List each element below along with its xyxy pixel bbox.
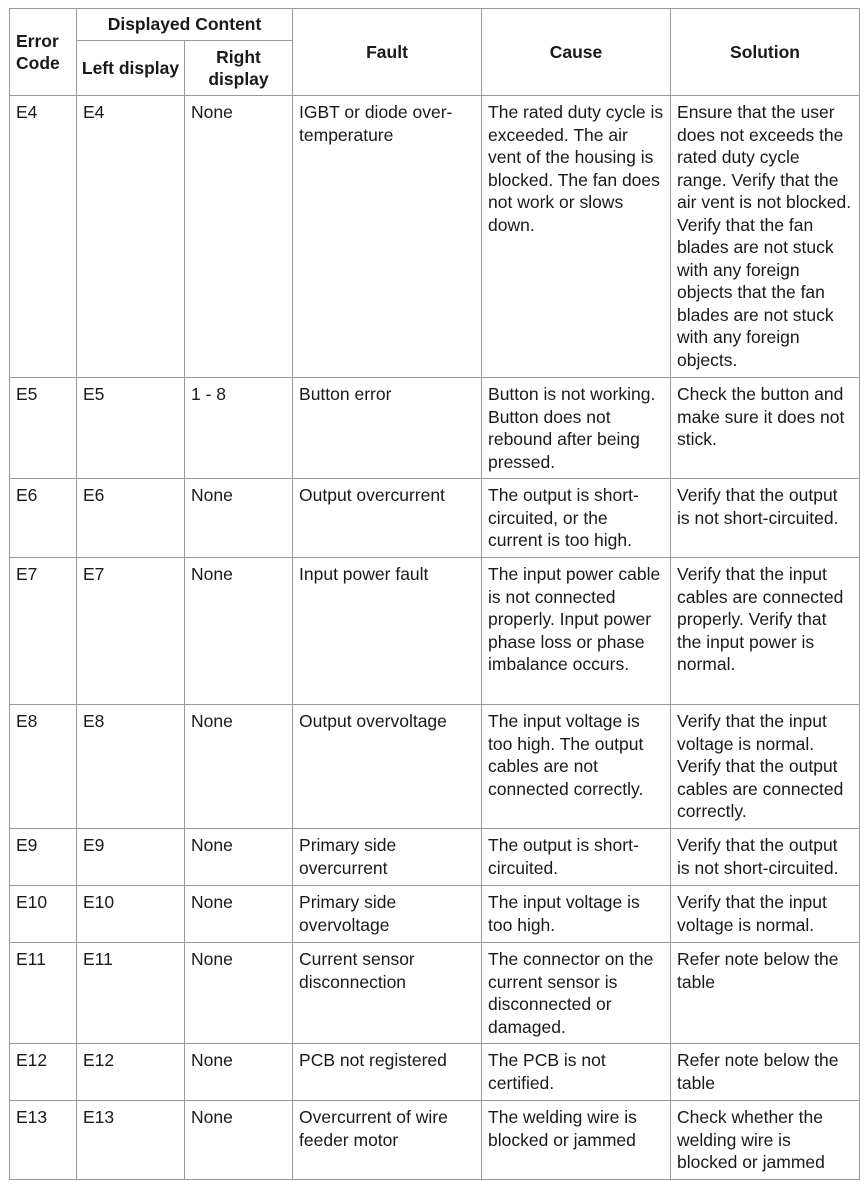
cell-fault: PCB not registered	[293, 1044, 482, 1101]
cell-error-code: E7	[10, 558, 77, 705]
cell-fault: Primary side overvoltage	[293, 886, 482, 943]
cell-solution: Verify that the input voltage is normal.	[671, 886, 860, 943]
cell-right-display: None	[185, 886, 293, 943]
cell-left-display: E10	[77, 886, 185, 943]
cell-right-display: None	[185, 558, 293, 705]
cell-solution: Verify that the input cables are connected properly. Verify that the input power is normal.	[671, 558, 860, 705]
cell-left-display: E12	[77, 1044, 185, 1101]
cell-error-code: E6	[10, 479, 77, 558]
cell-left-display: E5	[77, 378, 185, 479]
cell-left-display: E11	[77, 943, 185, 1044]
cell-error-code: E4	[10, 96, 77, 378]
error-code-table	[9, 8, 860, 1180]
cell-solution: Verify that the output is not short-circuited.	[671, 829, 860, 886]
cell-solution: Ensure that the user does not exceeds the rated duty cycle range. Verify that the air vent is not blocked. Verify that the fan blades are not stuck with any foreign objects that the fan blades are not stuck with any foreign objects.	[671, 96, 860, 378]
cell-fault: Overcurrent of wire feeder motor	[293, 1101, 482, 1180]
cell-fault: IGBT or diode over-temperature	[293, 96, 482, 378]
cell-left-display: E6	[77, 479, 185, 558]
cell-left-display: E8	[77, 705, 185, 829]
table-row	[10, 886, 860, 943]
cell-solution: Refer note below the table	[671, 943, 860, 1044]
cell-cause: The input voltage is too high.	[482, 886, 671, 943]
table-row	[10, 96, 860, 378]
cell-error-code: E5	[10, 378, 77, 479]
header-left-display: Left display	[77, 41, 185, 96]
cell-cause: The input power cable is not connected properly. Input power phase loss or phase imbalance occurs.	[482, 558, 671, 705]
cell-solution: Verify that the output is not short-circuited.	[671, 479, 860, 558]
cell-right-display: None	[185, 1101, 293, 1180]
cell-cause: The rated duty cycle is exceeded. The air vent of the housing is blocked. The fan does not work or slows down.	[482, 96, 671, 378]
header-solution: Solution	[671, 9, 860, 96]
cell-cause: The PCB is not certified.	[482, 1044, 671, 1101]
table-row	[10, 378, 860, 479]
cell-error-code: E11	[10, 943, 77, 1044]
error-code-table-container	[9, 8, 860, 1180]
cell-fault: Button error	[293, 378, 482, 479]
cell-cause: The connector on the current sensor is disconnected or damaged.	[482, 943, 671, 1044]
cell-fault: Input power fault	[293, 558, 482, 705]
cell-solution: Check the button and make sure it does not stick.	[671, 378, 860, 479]
cell-right-display: None	[185, 479, 293, 558]
header-row-top	[10, 9, 860, 41]
table-row	[10, 479, 860, 558]
table-row	[10, 705, 860, 829]
cell-fault: Current sensor disconnection	[293, 943, 482, 1044]
cell-solution: Verify that the input voltage is normal. Verify that the output cables are connected correctly.	[671, 705, 860, 829]
table-row	[10, 1044, 860, 1101]
cell-right-display: None	[185, 1044, 293, 1101]
cell-fault: Primary side overcurrent	[293, 829, 482, 886]
table-row	[10, 1101, 860, 1180]
table-body	[10, 96, 860, 1180]
cell-solution: Refer note below the table	[671, 1044, 860, 1101]
cell-cause: The output is short-circuited.	[482, 829, 671, 886]
header-right-display: Right display	[185, 41, 293, 96]
cell-cause: Button is not working. Button does not rebound after being pressed.	[482, 378, 671, 479]
cell-error-code: E9	[10, 829, 77, 886]
cell-right-display: None	[185, 943, 293, 1044]
cell-fault: Output overcurrent	[293, 479, 482, 558]
header-error-code: Error Code	[10, 9, 77, 96]
cell-error-code: E10	[10, 886, 77, 943]
table-header	[10, 9, 860, 96]
cell-right-display: None	[185, 829, 293, 886]
header-fault: Fault	[293, 9, 482, 96]
cell-error-code: E8	[10, 705, 77, 829]
cell-cause: The input voltage is too high. The output cables are not connected correctly.	[482, 705, 671, 829]
cell-left-display: E13	[77, 1101, 185, 1180]
cell-fault: Output overvoltage	[293, 705, 482, 829]
cell-right-display: None	[185, 705, 293, 829]
header-cause: Cause	[482, 9, 671, 96]
header-displayed-content: Displayed Content	[77, 9, 293, 41]
table-row	[10, 829, 860, 886]
cell-right-display: 1 - 8	[185, 378, 293, 479]
cell-right-display: None	[185, 96, 293, 378]
cell-left-display: E9	[77, 829, 185, 886]
cell-cause: The welding wire is blocked or jammed	[482, 1101, 671, 1180]
cell-left-display: E4	[77, 96, 185, 378]
table-row	[10, 943, 860, 1044]
cell-left-display: E7	[77, 558, 185, 705]
table-row	[10, 558, 860, 705]
cell-error-code: E13	[10, 1101, 77, 1180]
cell-error-code: E12	[10, 1044, 77, 1101]
cell-cause: The output is short-circuited, or the current is too high.	[482, 479, 671, 558]
cell-solution: Check whether the welding wire is blocked or jammed	[671, 1101, 860, 1180]
